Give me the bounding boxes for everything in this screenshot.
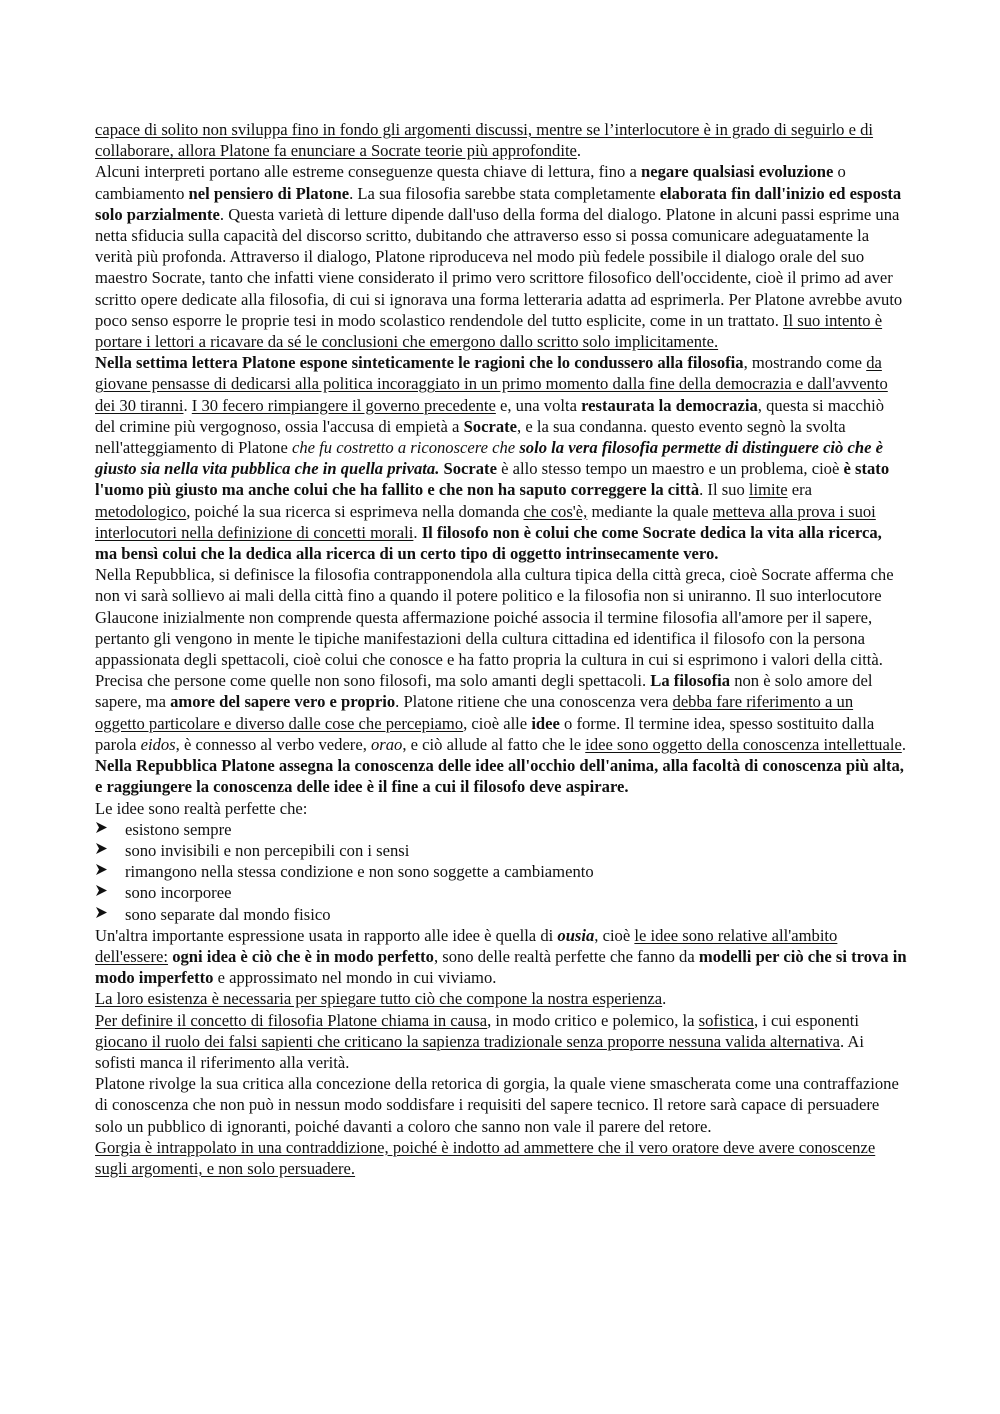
text-run: orao: [371, 734, 403, 754]
text-run: , i cui esponenti: [753, 1010, 860, 1030]
text-run: , cioè alle: [463, 713, 532, 733]
text-run: sofistica: [698, 1010, 754, 1030]
text-run: Il suo intento è portare i lettori a ricavare da sé le conclusioni che emergono dallo scritto solo implicitamente.: [95, 310, 883, 352]
text-body: [95, 119, 907, 819]
text-run: La loro esistenza è necessaria per spiegare tutto ciò che compone la nostra esperienza: [95, 989, 663, 1009]
text-run: Socrate: [463, 416, 518, 436]
list-item-text: rimangono nella stessa condizione e non sono soggette a cambiamento: [125, 862, 594, 882]
list-item: [95, 840, 907, 861]
text-run: . Ai sofisti manca il riferimento alla verità.: [95, 1031, 865, 1072]
text-run: non è solo amore del sapere, ma: [95, 671, 873, 712]
paragraph: [95, 1137, 907, 1179]
document-page: [95, 119, 907, 1179]
text-run: .: [576, 141, 582, 161]
text-run: . Il suo: [699, 480, 749, 500]
text-run: Un'altra importante espressione usata in rapporto alle idee è quella di: [95, 925, 558, 945]
text-run: , sono delle realtà perfette che fanno da: [433, 946, 699, 966]
text-run: Platone rivolge la sua critica alla concezione della retorica di gorgia, la quale viene smascherata come una contraffazione di conoscenza che non può in nessun modo soddisfare i requisiti del sapere tecnico. Il retore sarà capace di persuadere solo un pubblico di ignoranti, poiché davanti a coloro che sanno non vale il parere del retore.: [95, 1074, 899, 1136]
text-run: , in modo critico e polemico, la: [487, 1010, 699, 1030]
text-run: è allo stesso tempo un maestro e un problema, cioè: [496, 459, 844, 479]
text-run: Le idee sono realtà perfette che:: [95, 798, 308, 818]
text-run: negare qualsiasi evoluzione: [641, 162, 834, 182]
text-run: che cos'è,: [523, 501, 588, 521]
text-run: . La sua filosofia sarebbe stata completamente: [349, 183, 660, 203]
arrowhead-bullet-icon: [95, 861, 109, 882]
text-run: debba fare riferimento a un oggetto particolare e diverso dalle cose che percepiamo: [95, 692, 854, 733]
text-run: , e ciò allude al fatto che le: [402, 734, 586, 754]
text-run: metodologico: [95, 501, 187, 521]
text-run: è stato l'uomo più giusto ma anche colui che ha fallito e che non ha saputo correggere la città: [95, 459, 890, 500]
paragraph: [95, 564, 907, 670]
text-run: e approssimato nel mondo in cui viviamo.: [213, 968, 497, 988]
list-item-text: sono invisibili e non percepibili con i sensi: [125, 840, 410, 860]
list-item: [95, 861, 907, 882]
text-run: Nella Repubblica, si definisce la filosofia contrapponendola alla cultura tipica della città greca, cioè Socrate afferma che non vi sarà sollievo ai mali della città fino a quando il potere politico e la filosofia non si uniranno. Il suo interlocutore Glaucone inizialmente non comprende questa affermazione poiché associa il termine filosofia all'amore per il sapere, pertanto gli vengono in mente le tipiche manifestazioni della cultura cittadina ed identifica il filosofo con la persona appassionata degli spettacoli, cioè colui che conosce e ha fatto propria la cultura in cui si esprimono i valori della città.: [95, 565, 894, 670]
text-run: limite: [748, 480, 788, 500]
text-run: Socrate: [443, 459, 497, 479]
text-run: da giovane pensasse di dedicarsi alla politica incoraggiato in un primo momento dalla fine della democrazia e dall'avvento dei 30 tiranni: [95, 353, 888, 415]
text-body-continued: [95, 925, 907, 1179]
text-run: Nella Repubblica Platone assegna la conoscenza delle idee all'occhio dell'anima, alla facoltà di conoscenza più alta, e raggiungere la conoscenza delle idee è il fine a cui il filosofo deve aspirare.: [95, 756, 904, 797]
text-run: solo la vera filosofia permette di distinguere ciò che è giusto sia nella vita pubblica che in quella privata.: [95, 438, 883, 479]
text-run: idee: [531, 713, 560, 733]
text-run: eidos: [140, 734, 176, 754]
paragraph: [95, 1073, 907, 1137]
list-item-text: esistono sempre: [125, 819, 232, 839]
paragraph: [95, 1010, 907, 1074]
text-run: , e la sua condanna. questo evento segnò la svolta nell'atteggiamento di Platone: [95, 416, 846, 458]
paragraph: [95, 352, 907, 564]
list-item-text: sono incorporee: [125, 883, 232, 903]
text-run: .: [183, 395, 192, 415]
list-item: [95, 882, 907, 903]
text-run: capace di solito non sviluppa fino in fondo gli argomenti discussi, mentre se l’interlocutore è in grado di seguirlo e di collaborare, allora Platone fa enunciare a Socrate teorie più approfondite: [95, 120, 874, 161]
paragraph: [95, 119, 907, 161]
text-run: Gorgia è intrappolato in una contraddizione, poiché è indotto ad ammettere che il vero oratore deve avere conoscenze sugli argomenti, e non solo persuadere.: [95, 1137, 876, 1178]
text-run: La filosofia: [650, 671, 731, 691]
text-run: .: [662, 989, 667, 1009]
paragraph: [95, 670, 907, 797]
text-run: Alcuni interpreti portano alle estreme conseguenze questa chiave di lettura, fino a: [95, 162, 641, 182]
text-run: giocano il ruolo dei falsi sapienti che criticano la sapienza tradizionale senza proporre nessuna valida alternativa: [95, 1031, 841, 1051]
text-run: .: [413, 522, 422, 542]
text-run: mediante la quale: [587, 501, 713, 521]
text-run: era: [787, 480, 813, 500]
text-run: , è connesso al verbo vedere,: [175, 734, 371, 754]
text-run: nel pensiero di Platone: [188, 183, 350, 203]
text-run: metteva alla prova i suoi interlocutori nella definizione di concetti morali: [95, 501, 876, 542]
text-run: , poiché la sua ricerca si esprimeva nella domanda: [186, 501, 524, 521]
text-run: . Platone ritiene che una conoscenza vera: [395, 692, 673, 712]
text-run: modelli per ciò che si trova in modo imperfetto: [95, 946, 907, 988]
list-item: [95, 819, 907, 840]
paragraph: [95, 161, 907, 352]
text-run: idee sono oggetto della conoscenza intellettuale: [585, 734, 902, 754]
paragraph: [95, 798, 907, 819]
text-run: Per definire il concetto di filosofia Platone chiama in causa: [95, 1010, 488, 1030]
text-run: e, una volta: [495, 395, 582, 415]
text-run: elaborata fin dall'inizio ed esposta solo parzialmente: [95, 183, 902, 224]
text-run: restaurata la democrazia: [581, 395, 758, 415]
text-run: ogni idea è ciò che è in modo perfetto: [172, 946, 434, 966]
text-run: , questa si macchiò del crimine più vergognoso, ossia l'accusa di empietà a: [95, 395, 885, 436]
text-run: Nella settima lettera Platone espone sinteticamente le ragioni che lo condussero alla filosofia: [95, 353, 744, 373]
text-run: o cambiamento: [95, 162, 846, 203]
text-run: I 30 fecero rimpiangere il governo precedente: [191, 395, 496, 415]
paragraph: [95, 988, 907, 1009]
text-run: le idee sono relative all'ambito dell'essere:: [95, 925, 838, 966]
text-run: o forme. Il termine idea, spesso sostituito dalla parola: [95, 713, 875, 754]
list-item-text: sono separate dal mondo fisico: [125, 904, 331, 924]
text-run: Precisa che persone come quelle non sono filosofi, ma solo amanti degli spettacoli.: [95, 671, 651, 691]
text-run: ousia: [557, 925, 595, 945]
arrowhead-bullet-icon: [95, 882, 109, 903]
text-run: Il filosofo non è colui che come Socrate dedica la vita alla ricerca, ma bensì colui che la dedica alla ricerca di un certo tipo di oggetto intrinsecamente vero.: [95, 522, 882, 564]
arrowhead-bullet-icon: [95, 819, 109, 840]
ideas-bullet-list: [95, 819, 907, 925]
text-run: , cioè: [594, 925, 635, 945]
text-run: che fu costretto a riconoscere che: [292, 438, 520, 458]
paragraph: [95, 925, 907, 989]
text-run: . Questa varietà di letture dipende dall'uso della forma del dialogo. Platone in alcuni passi esprime una netta sfiducia sulla capacità del discorso scritto, dubitando che attraverso esso si possa comunicare adeguatamente la verità più profonda. Attraverso il dialogo, Platone riproduceva nel modo più fedele possibile il dialogo orale del suo maestro Socrate, tanto che infatti viene considerato il primo vero scrittore filosofico dell'occidente, cioè il primo ad aver scritto opere dedicate alla filosofia, di cui si ignorava una forma letteraria adatta ad esprimerla. Per Platone avrebbe avuto poco senso esporre le proprie tesi in modo scolastico rendendole del tutto esplicite, come in un trattato.: [95, 204, 903, 330]
arrowhead-bullet-icon: [95, 904, 109, 925]
text-run: amore del sapere vero e proprio: [170, 692, 396, 712]
list-item: [95, 904, 907, 925]
text-run: .: [901, 734, 906, 754]
text-run: , mostrando come: [743, 353, 867, 373]
arrowhead-bullet-icon: [95, 840, 109, 861]
